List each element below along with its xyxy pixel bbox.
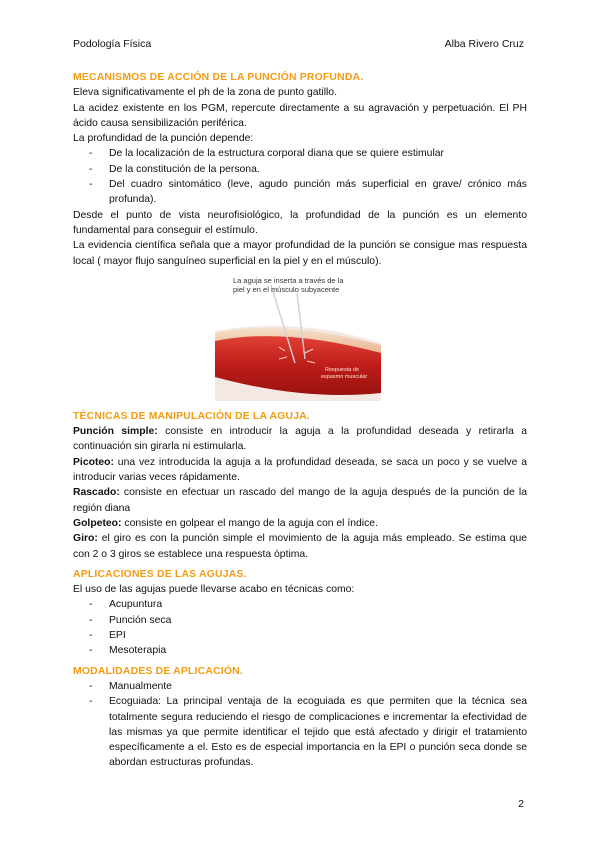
technique-term: Punción simple: (73, 426, 158, 438)
technique-term: Rascado: (73, 487, 120, 499)
list-item: - De la localización de la estructura corporal diana que se quiere estimular (73, 146, 527, 161)
technique-term: Giro: (73, 533, 98, 545)
modalities-list (73, 679, 527, 771)
paragraph: Eleva significativamente el ph de la zona de punto gatillo. (73, 87, 337, 99)
section-title-mecanismos: MECANISMOS DE ACCIÓN DE LA PUNCIÓN PROFUNDA. (73, 72, 364, 83)
header-course-title: Podología Física (73, 38, 152, 50)
depth-factors-list (73, 146, 527, 207)
paragraph: El uso de las agujas puede llevarse acabo en técnicas como: (73, 584, 355, 596)
list-item: - Del cuadro sintomático (leve, agudo punción más superficial en grave/ crónico más profunda). (73, 177, 527, 208)
applications-list (73, 597, 527, 658)
technique-entry: Punción simple: consiste en introducir la aguja a la profundidad deseada y retirarla a continuación sin girarla ni estimularla. (73, 426, 527, 453)
list-item: - Manualmente (73, 679, 527, 694)
paragraph: La acidez existente en los PGM, repercute directamente a su agravación y perpetuación. El PH ácido causa sensibilización periférica. (73, 102, 527, 129)
technique-entry: Giro: el giro es con la punción simple el movimiento de la aguja más empleado. Se estima que con 2 o 3 giros se establece una respuesta óptima. (73, 533, 527, 560)
list-item: - Punción seca (73, 613, 527, 628)
list-item: - Acupuntura (73, 597, 527, 612)
figure-caption-line1: La aguja se inserta a través de la (233, 275, 344, 285)
page-number: 2 (518, 798, 524, 810)
list-item: - Mesoterapia (73, 643, 527, 658)
header-author: Alba Rivero Cruz (444, 38, 524, 50)
list-item: - EPI (73, 628, 527, 643)
paragraph: La evidencia científica señala que a mayor profundidad de la punción se consigue mas respuesta local ( mayor flujo sanguíneo superficial en la piel y en el músculo). (73, 240, 527, 267)
list-item: - Ecoguiada: La principal ventaja de la ecoguiada es que permiten que la técnica sea totalmente segura reduciendo el riesgo de complicaciones e incrementar la efectividad de las mismas ya que permite identificar el tejido que está afectado y dirigir el tratamiento específicamente a el. Esto es de especial importancia en la EPI o punción seca donde se abordan estructuras profundas. (73, 694, 527, 770)
list-item: - De la constitución de la persona. (73, 162, 527, 177)
technique-entry: Picoteo: una vez introducida la aguja a la profundidad deseada, se saca un poco y se vuelve a introducir varias veces rápidamente. (73, 456, 527, 484)
paragraph: La profundidad de la punción depende: (73, 133, 254, 145)
figure-label-line1: Respuesta de (325, 366, 359, 373)
technique-term: Picoteo: (73, 456, 114, 468)
section-title-tecnicas: TÉCNICAS DE MANIPULACIÓN DE LA AGUJA. (73, 410, 310, 422)
page-content (73, 70, 527, 771)
section-title-modalidades: MODALIDADES DE APLICACIÓN. (73, 665, 243, 677)
figure-caption-line2: piel y en el músculo subyacente (233, 284, 340, 294)
technique-entry: Golpeteo: consiste en golpear el mango de la aguja con el índice. (73, 517, 378, 529)
needle-insertion-figure (213, 273, 381, 401)
figure-label-line2: espasmo muscular (321, 373, 368, 380)
technique-entry: Rascado: consiste en efectuar un rascado del mango de la aguja después de la punción de la región diana (73, 487, 527, 514)
technique-term: Golpeteo: (73, 517, 122, 529)
section-title-aplicaciones: APLICACIONES DE LAS AGUJAS. (73, 568, 247, 580)
paragraph: Desde el punto de vista neurofisiológico, la profundidad de la punción es un elemento fundamental para conseguir el estímulo. (73, 209, 527, 236)
